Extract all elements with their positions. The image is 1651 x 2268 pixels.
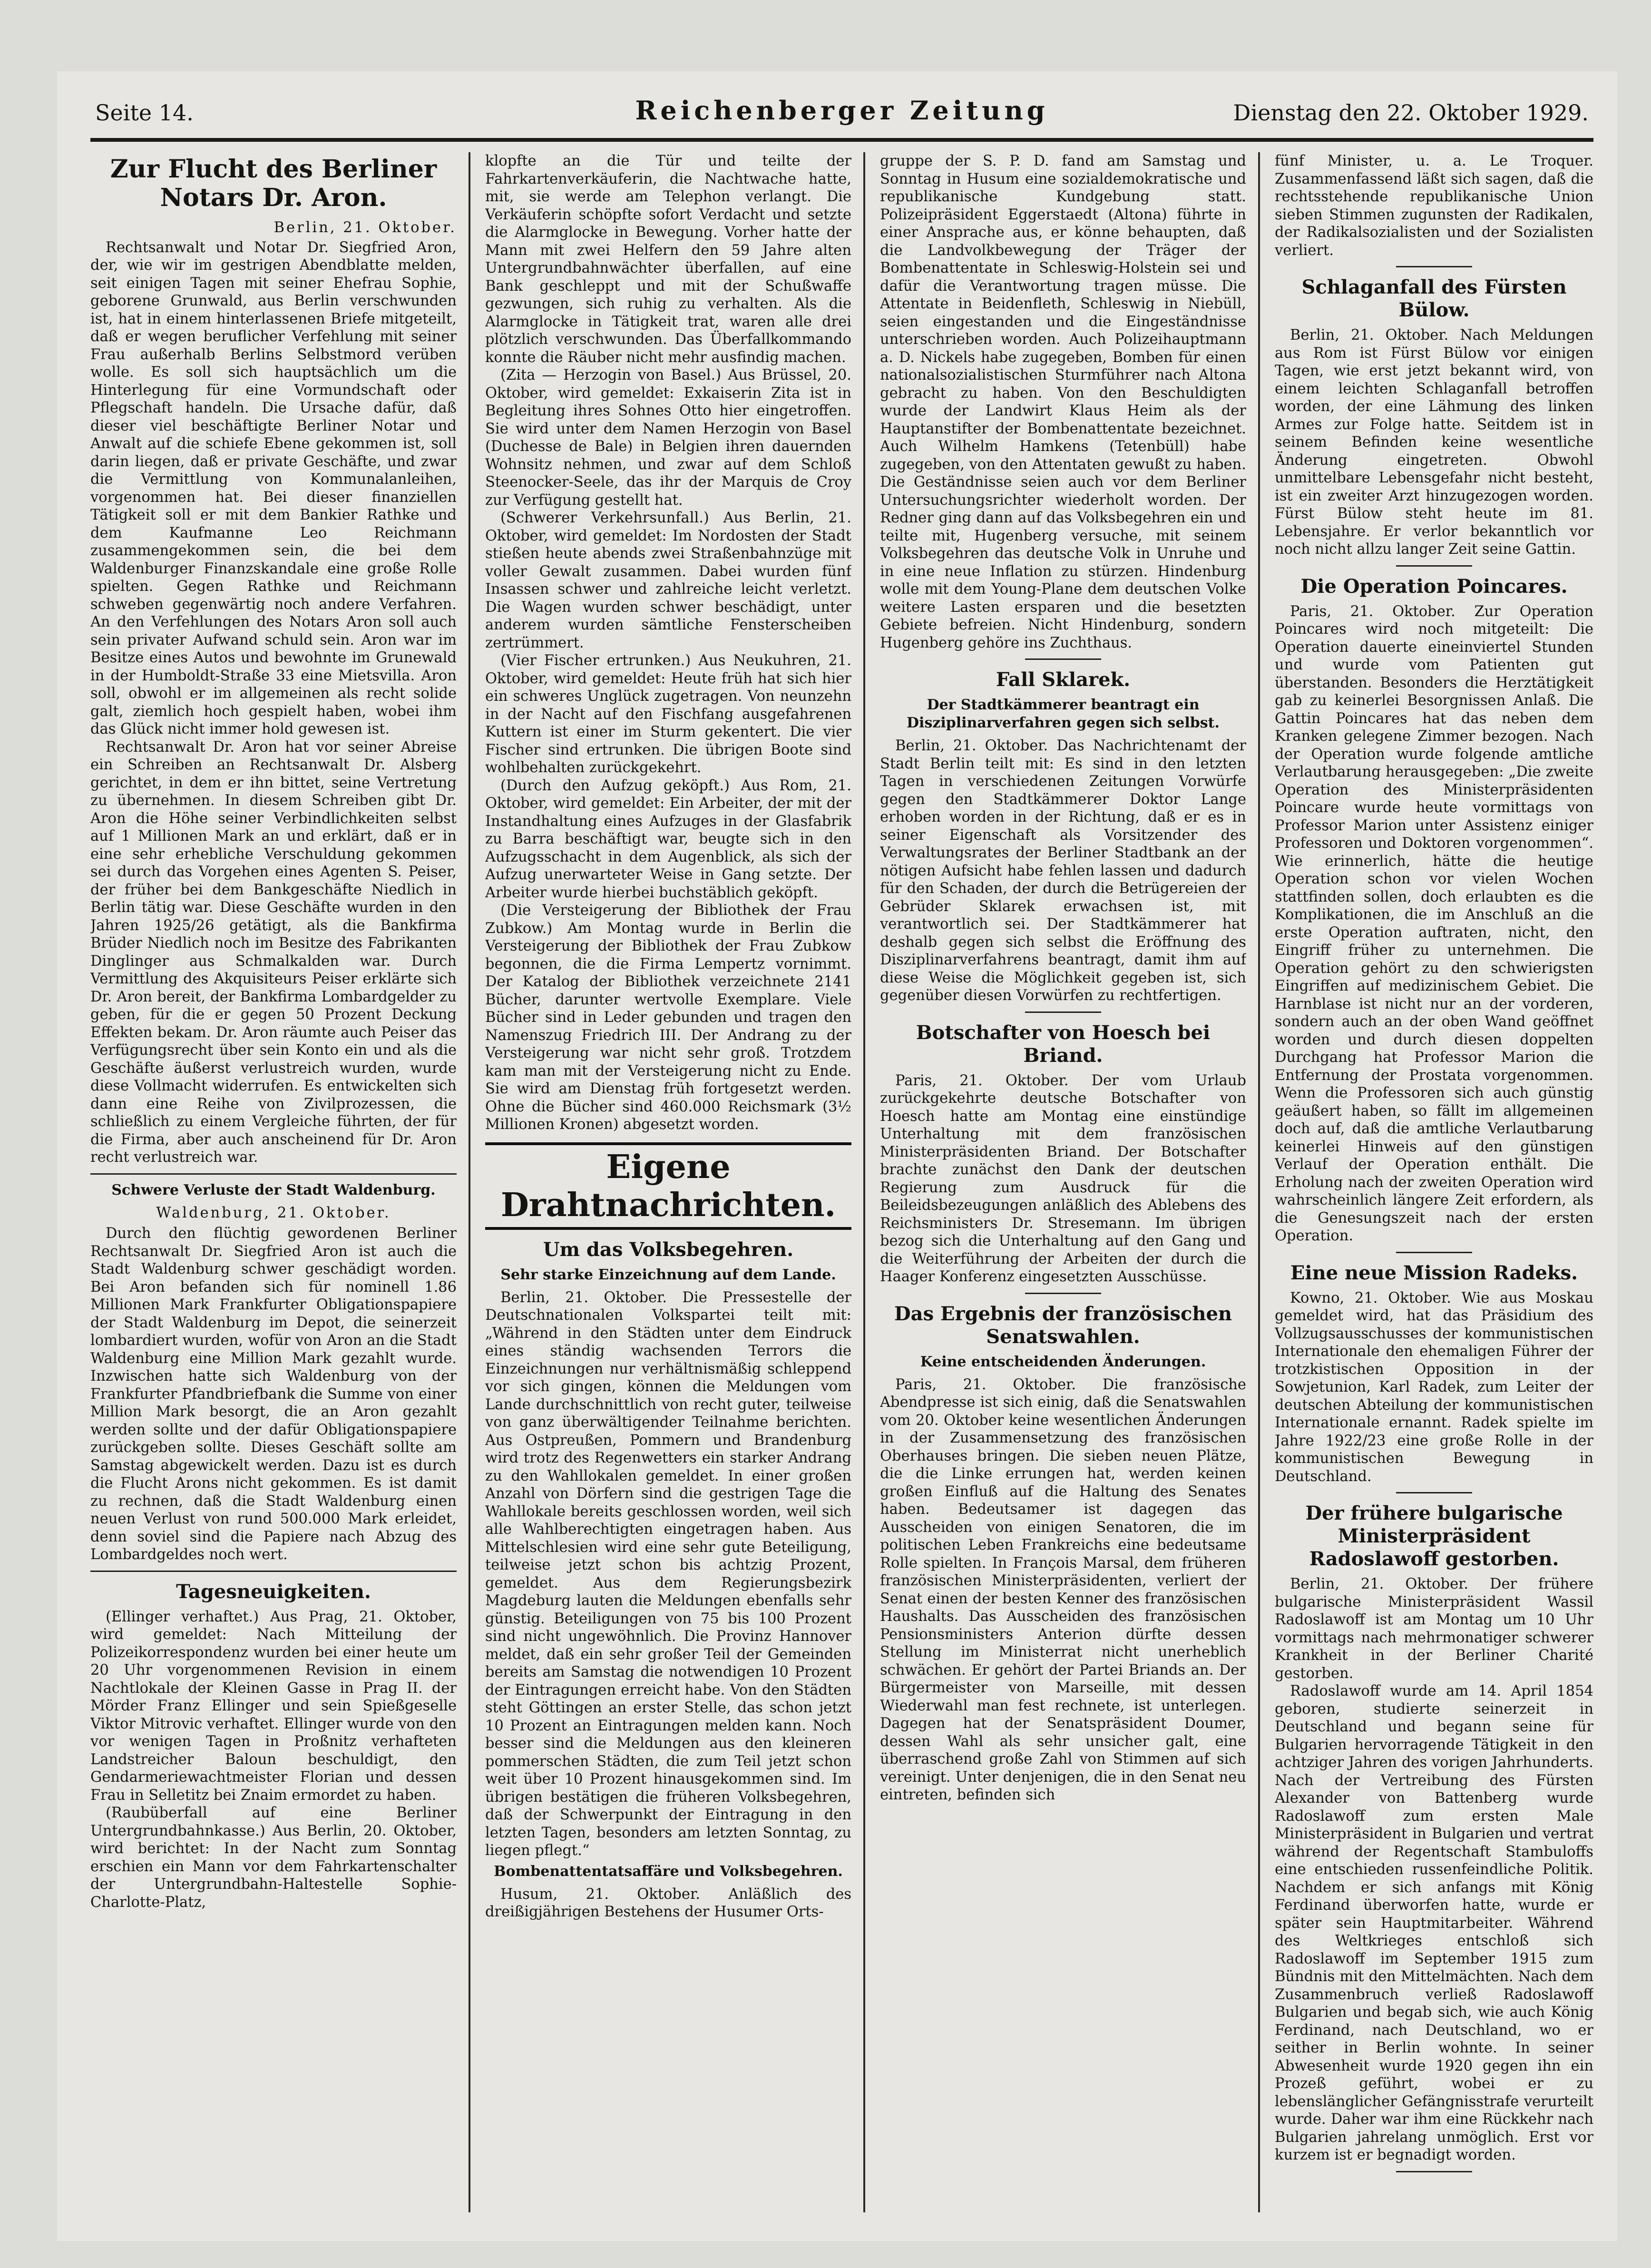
article-paragraph: Paris, 21. Oktober. Die französische Abendpresse ist sich einig, daß die Senatswahlen vom 20. Oktober keine wesentlichen Änderungen in der Zusammensetzung des französischen Oberhauses bringen. Die sieben neuen Plätze, die die Linke errungen hat, werden keinen großen Einfluß auf die Haltung des Senates haben. Bedeutsamer ist dagegen das Ausscheiden von einigen Senatoren, die im politischen Leben Frankreichs eine bedeutsame Rolle spielten. In François Marsal, dem früheren französischen Ministerpräsidenten, verliert der Senat einen der besten Kenner des französischen Haushalts. Das Ausscheiden des französischen Pensionsministers Anterion dürfte dessen Stellung im Ministerrat nicht unerheblich schwächen. Er gehört der Partei Briands an. Der Bürgermeister von Marseille, mit dessen Wiederwahl man fest rechnete, ist unterlegen. Dagegen hat der Senatspräsident Doumer, dessen Wahl als sehr unsicher galt, eine überraschend große Zahl von Stimmen auf sich vereinigt. Unter denjenigen, die in den Senat neu eintreten, befinden sich <box>880 1376 1246 1803</box>
newspaper-page <box>57 71 1617 2241</box>
article-paragraph: (Ellinger verhaftet.) Aus Prag, 21. Oktober, wird gemeldet: Nach Mitteilung der Polizeikorrespondenz wurden bei einer heute um 20 Uhr vorgenommenen Revision in einem Nachtlokale der Kleinen Gasse in Prag II. der Mörder Franz Ellinger und sein Spießgeselle Viktor Mitrovic verhaftet. Ellinger wurde von den vor wenigen Tagen in Proßnitz verhafteten Landstreicher Baloun beschuldigt, den Gendarmeriewachtmeister Florian und dessen Frau in Selletitz bei Znaim ermordet zu haben. <box>90 1608 457 1804</box>
article-paragraph: (Schwerer Verkehrsunfall.) Aus Berlin, 21. Oktober, wird gemeldet: Im Nordosten der Stadt stießen heute abends zwei Straßenbahnzüge mit voller Gewalt zusammen. Dabei wurden fünf Insassen schwer und zahlreiche leicht verletzt. Die Wagen wurden schwer beschädigt, unter anderem wurden sämtliche Fensterscheiben zertrümmert. <box>485 510 851 651</box>
article-paragraph: Berlin, 21. Oktober. Nach Meldungen aus Rom ist Fürst Bülow vor einigen Tagen, wie erst jetzt bekannt wird, von einem leichten Schlaganfall betroffen worden, der eine Lähmung des linken Armes zur Folge hatte. Seitdem ist in seinem Befinden keine wesentliche Änderung eingetreten. Obwohl unmittelbare Lebensgefahr nicht besteht, ist ein zweiter Arzt hinzugezogen worden. Fürst Bülow steht heute im 81. Lebensjahre. Er verlor bekanntlich vor noch nicht allzu langer Zeit seine Gattin. <box>1275 327 1593 558</box>
separator <box>1025 1293 1101 1294</box>
article-paragraph: (Durch den Aufzug geköpft.) Aus Rom, 21. Oktober, wird gemeldet: Ein Arbeiter, der mit der Instandhaltung eines Aufzuges in der Glasfabrik zu Barra beschäftigt war, beugte sich in den Aufzugsschacht in dem Augenblick, als sich der Aufzug unerwarteter Weise in Gang setzte. Der Arbeiter wurde hierbei buchstäblich geköpft. <box>485 777 851 901</box>
issue-date: Dienstag den 22. Oktober 1929. <box>1233 100 1589 126</box>
article-paragraph: (Vier Fischer ertrunken.) Aus Neukuhren, 21. Oktober, wird gemeldet: Heute früh hat sich hier ein schweres Unglück zugetragen. Von neunzehn in der Nacht auf den Fischfang ausgefahrenen Kuttern ist einer im Sturm gekentert. Die vier Fischer sind ertrunken. Die übrigen Boote sind wohlbehalten zurückgekehrt. <box>485 652 851 776</box>
separator <box>1025 1011 1101 1013</box>
column-4 <box>1275 152 1593 2212</box>
column-divider <box>469 152 470 2212</box>
separator <box>1396 1252 1472 1253</box>
article-subheadline: Bombenattentatsaffäre und Volksbegehren. <box>494 1863 843 1880</box>
masthead <box>95 86 1589 138</box>
article-paragraph: (Raubüberfall auf eine Berliner Untergrundbahnkasse.) Aus Berlin, 20. Oktober, wird berichtet: In der Nacht zum Sonntag erschien ein Mann vor dem Fahrkartenschalter der Untergrundbahn-Haltestelle Sophie-Charlotte-Platz, <box>90 1805 457 1911</box>
article-subheadline: Schwere Verluste der Stadt Waldenburg. <box>111 1181 436 1198</box>
article-headline: Eine neue Mission Radeks. <box>1290 1261 1578 1284</box>
article-headline: Um das Volksbegehren. <box>543 1238 794 1261</box>
article-headline: Die Operation Poincares. <box>1300 575 1568 598</box>
article-paragraph: Husum, 21. Oktober. Anläßlich des dreißigjährigen Bestehens der Husumer Orts- <box>485 1885 851 1920</box>
separator <box>90 1173 457 1175</box>
article-paragraph: Rechtsanwalt Dr. Aron hat vor seiner Abreise ein Schreiben an Rechtsanwalt Dr. Alsberg gerichtet, in dem er ihn bittet, seine Vertretung zu übernehmen. In diesem Schreiben gibt Dr. Aron die Höhe seiner Verbindlichkeiten selbst auf 1 Millionen Mark an und erklärt, daß er in eine sehr erhebliche Verschuldung gekommen sei durch das Vorgehen eines Agenten S. Peiser, der früher bei dem Bankgeschäfte Niedlich in Berlin tätig war. Diese Geschäfte wurden in den Jahren 1925/26 getätigt, als die Bankfirma Brüder Niedlich noch im Besitze des Fabrikanten Dinglinger aus Schmalkalden war. Durch Vermittlung des Akquisiteurs Peiser erklärte sich Dr. Aron bereit, der Bankfirma Lombardgelder zu geben, für die er gegen 50 Prozent Deckung Effekten bekam. Dr. Aron räumte auch Peiser das Verfügungsrecht über sein Konto ein und als die Geschäfte äußerst verlustreich wurden, wurde diese Vollmacht widerrufen. Es entwickelten sich dann eine Reihe von Zivilprozessen, die schließlich zu einem Vergleiche führten, der für die Firma, aber auch anscheinend für Dr. Aron recht verlustreich war. <box>90 738 457 1166</box>
article-paragraph: Radoslawoff wurde am 14. April 1854 geboren, studierte seinerzeit in Deutschland und begann seine für Bulgarien hervorragende Tätigkeit in den achtziger Jahren des vorigen Jahrhunderts. Nach der Vertreibung des Fürsten Alexander von Battenberg wurde Radoslawoff zum ersten Male Ministerpräsident in Bulgarien und vertrat während der Regentschaft Stambuloffs eine entschieden russenfeindliche Politik. Nachdem er sich anfangs mit König Ferdinand überworfen hatte, wurde er später sein Hauptmitarbeiter. Während des Weltkrieges entschloß sich Radoslawoff im September 1915 zum Bündnis mit den Mittelmächten. Nach dem Zusammenbruch verließ Radoslawoff Bulgarien und begab sich, wie auch König Ferdinand, nach Deutschland, wo er seither in Berlin wohnte. In seiner Abwesenheit wurde 1920 gegen ihn ein Prozeß geführt, wobei er zu lebenslänglicher Gefängnisstrafe verurteilt wurde. Daher war ihm eine Rückkehr nach Bulgarien jahrelang unmöglich. Erst vor kurzem ist er begnadigt worden. <box>1275 1683 1593 2163</box>
separator <box>1396 266 1472 267</box>
article-headline: Botschafter von Hoesch bei Briand. <box>916 1021 1211 1067</box>
article-paragraph: Paris, 21. Oktober. Zur Operation Poincares wird noch mitgeteilt: Die Operation dauerte eineinviertel Stunden und wurde vom Patienten gut überstanden. Besonders die Herztätigkeit gab zu keinerlei Besorgnissen Anlaß. Die Gattin Poincares hat das neben dem Kranken gelegene Zimmer bezogen. Nach der Operation wurde folgende amtliche Verlautbarung herausgegeben: „Die zweite Operation des Ministerpräsidenten Poincare wurde heute vormittags von Professor Marion unter Assistenz einiger Professoren und Doktoren vorgenommen“. Wie erinnerlich, hätte die heutige Operation schon vor vielen Wochen stattfinden sollen, doch erlaubten es die Komplikationen, die im Anschluß an die erste Operation auftraten, nicht, den Eingriff früher zu unternehmen. Die Operation gehört zu den schwierigsten Eingriffen auf medizinischem Gebiet. Die Harnblase ist nicht nur an der vorderen, sondern auch an der oben Wand geöffnet worden und durch diesen doppelten Durchgang hat Professor Marion die Entfernung der Prostata vorgenommen. Wenn die Professoren sich auch günstig geäußert haben, so fällt im allgemeinen doch auf, daß die amtliche Verlautbarung keinerlei Hinweis auf den günstigen Verlauf der Operation enthält. Die Erholung nach der zweiten Operation wird wahrscheinlich längere Zeit erfordern, als die Genesungszeit nach der ersten Operation. <box>1275 603 1593 1244</box>
section-banner: Eigene Drahtnachrichten. <box>485 1142 851 1230</box>
section-headline: Tagesneuigkeiten. <box>176 1580 371 1603</box>
article-headline: Das Ergebnis der französischen Senatswahlen. <box>894 1302 1232 1348</box>
article-headline: Schlaganfall des Fürsten Bülow. <box>1301 276 1567 321</box>
article-subheadline: Der Stadtkämmerer beantragt ein Disziplinarverfahren gegen sich selbst. <box>907 697 1220 731</box>
article-paragraph: klopfte an die Tür und teilte der Fahrkartenverkäuferin, die Nachtwache hatte, mit, sie werde am Telephon verlangt. Die Verkäuferin schöpfte sofort Verdacht und setzte die Alarmglocke in Bewegung. Vorher hatte der Mann mit zwei Helfern den 59 Jahre alten Untergrundbahnwächter überfallen, auf eine Bank geschleppt und mit der Schußwaffe gezwungen, sich ruhig zu verhalten. Als die Alarmglocke in Tätigkeit trat, waren alle drei plötzlich verschwunden. Das Überfallkommando konnte die Räuber nicht mehr ausfindig machen. <box>485 153 851 366</box>
column-1 <box>90 152 457 2212</box>
article-paragraph: (Die Versteigerung der Bibliothek der Frau Zubkow.) Am Montag wurde in Berlin die Versteigerung der Bibliothek der Frau Zubkow begonnen, die die Firma Lempertz vornimmt. Der Katalog der Bibliothek verzeichnete 2141 Bücher, darunter wertvolle Exemplare. Viele Bücher sind in Leder gebunden und tragen den Namenszug Friedrich III. Der Andrang zu der Versteigerung war nicht sehr groß. Trotzdem kam man mit der Versteigerung nicht zu Ende. Sie wird am Dienstag früh fortgesetzt werden. Ohne die Bücher sind 460.000 Reichsmark (3½ Millionen Kronen) abgesetzt worden. <box>485 902 851 1133</box>
newspaper-title: Reichenberger Zeitung <box>635 95 1049 126</box>
article-paragraph: (Zita — Herzogin von Basel.) Aus Brüssel, 20. Oktober, wird gemeldet: Exkaiserin Zita ist in Begleitung ihres Sohnes Otto hier eingetroffen. Sie wird unter dem Namen Herzogin von Basel (Duchesse de Bale) in Belgien ihren dauernden Wohnsitz nehmen, und zwar auf dem Schloß Steenocker-Seele, das ihr der Marquis de Croy zur Verfügung gestellt hat. <box>485 367 851 509</box>
masthead-rule <box>90 138 1593 142</box>
dateline: Waldenburg, 21. Oktober. <box>156 1204 391 1221</box>
column-divider <box>863 152 865 2212</box>
article-paragraph: Berlin, 21. Oktober. Die Pressestelle der Deutschnationalen Volkspartei teilt mit: „Während in den Städten unter dem Eindruck eines ständig wachsenden Terrors die Einzeichnungen nur verhältnismäßig schleppend vor sich gingen, können die Meldungen vom Lande durchschnittlich von recht guter, teilweise von ganz überwältigender Teilnahme berichten. Aus Ostpreußen, Pommern und Brandenburg wird trotz des Regenwetters ein starker Andrang zu den Wahllokalen gemeldet. In einer großen Anzahl von Dörfern sind die gestrigen Tage die Wahllokale bereits geschlossen worden, weil sich alle Wahlberechtigten eingetragen haben. Aus Mittelschlesien wird eine sehr gute Beteiligung, teilweise jetzt schon bis achtzig Prozent, gemeldet. Aus dem Regierungsbezirk Magdeburg lauten die Meldungen ebenfalls sehr günstig. Beteiligungen von 75 bis 100 Prozent sind nicht ungewöhnlich. Die Provinz Hannover meldet, daß ein sehr großer Teil der Gemeinden bereits am Samstag die notwendigen 10 Prozent der Eintragungen erreicht habe. Von den Städten steht Göttingen an erster Stelle, das schon jetzt 10 Prozent an Eintragungen melden kann. Noch besser sind die Meldungen aus den kleineren pommerschen Städten, die zum Teil jetzt schon weit über 10 Prozent hinausgekommen sind. Im übrigen bestätigen die früheren Volksbegehren, daß der Schwerpunkt der Eintragung in den letzten Tagen, besonders am letzten Sonntag, zu liegen pflegt.“ <box>485 1289 851 1859</box>
column-2 <box>485 152 851 2212</box>
article-subheadline: Keine entscheidenden Änderungen. <box>920 1353 1206 1370</box>
article-subheadline: Sehr starke Einzeichnung auf dem Lande. <box>500 1266 836 1283</box>
dateline: Berlin, 21. Oktober. <box>274 219 457 236</box>
article-headline: Der frühere bulgarische Ministerpräsident Radoslawoff gestorben. <box>1305 1502 1563 1570</box>
separator <box>1396 565 1472 567</box>
article-paragraph: Kowno, 21. Oktober. Wie aus Moskau gemeldet wird, hat das Präsidium des Vollzugsausschusses der kommunistischen Internationale den ehemaligen Führer der trotzkistischen Opposition in der Sowjetunion, Karl Radek, zum Leiter der deutschen Abteilung der kommunistischen Internationale ernannt. Radek spielte im Jahre 1922/23 eine große Rolle in der kommunistischen Bewegung in Deutschland. <box>1275 1289 1593 1485</box>
column-3 <box>880 152 1246 2212</box>
article-paragraph: Berlin, 21. Oktober. Der frühere bulgarische Ministerpräsident Wassil Radoslawoff ist am Montag um 10 Uhr vormittags nach mehrmonatiger schwerer Krankheit in der Berliner Charité gestorben. <box>1275 1576 1593 1682</box>
separator <box>1396 1492 1472 1493</box>
separator <box>1025 658 1101 660</box>
article-paragraph: Rechtsanwalt und Notar Dr. Siegfried Aron, der, wie wir im gestrigen Abendblatte melden, seit einigen Tagen mit seiner Ehefrau Sophie, geborene Grunwald, aus Berlin verschwunden ist, hat in einem hinterlassenen Briefe mitgeteilt, daß er wegen beruflicher Verfehlung mit seiner Frau außerhalb Berlins Selbstmord verüben wolle. Es soll sich hauptsächlich um die Hinterlegung für eine Vormundschaft oder Pflegschaft handeln. Die Ursache dafür, daß dieser viel beschäftigte Berliner Notar und Anwalt auf die schiefe Ebene gekommen ist, soll darin liegen, daß er private Geschäfte, und zwar die Vermittlung von Kommunalanleihen, vorgenommen hat. Bei dieser finanziellen Tätigkeit soll er mit dem Bankier Rathke und dem Kaufmanne Leo Reichmann zusammengekommen sein, die bei dem Waldenburger Finanzskandale eine große Rolle spielten. Gegen Rathke und Reichmann schweben gegenwärtig noch andere Verfahren. An den Verfehlungen des Notars Aron soll auch sein privater Aufwand schuld sein. Aron war im Besitze eines Autos und bewohnte im Grunewald in der Humboldt-Straße 33 eine Mietsvilla. Aron soll, obwohl er im allgemeinen als recht solide galt, ziemlich hoch gespielt haben, wobei ihm das Glück nicht immer hold gewesen ist. <box>90 239 457 737</box>
article-paragraph: Durch den flüchtig gewordenen Berliner Rechtsanwalt Dr. Siegfried Aron ist auch die Stadt Waldenburg schwer geschädigt worden. Bei Aron befanden sich für nominell 1.86 Millionen Mark Frankfurter Obligationspapiere der Stadt Waldenburg im Depot, die seinerzeit lombardiert wurden, wofür von Aron an die Stadt Waldenburg eine Million Mark gezahlt wurde. Inzwischen hatte sich Waldenburg von der Frankfurter Pfandbriefbank die Summe von einer Million Mark besorgt, die an Aron gezahlt werden sollte und der dafür Obligationspapiere zurückgeben sollte. Dieses Geschäft sollte am Samstag abgewickelt werden. Dazu ist es durch die Flucht Arons nicht gekommen. Es ist damit zu rechnen, daß die Stadt Waldenburg einen neuen Verlust von rund 500.000 Mark erleidet, denn soviel sind die Papiere nach Abzug des Lombardgeldes noch wert. <box>90 1225 457 1563</box>
article-paragraph: fünf Minister, u. a. Le Troquer. Zusammenfassend läßt sich sagen, daß die rechtsstehende republikanische Union sieben Stimmen zugunsten der Radikalen, der Radikalsozialisten und der Sozialisten verliert. <box>1275 153 1593 259</box>
article-headline: Zur Flucht des Berliner Notars Dr. Aron. <box>110 155 437 212</box>
article-headline: Fall Sklarek. <box>996 668 1131 691</box>
article-paragraph: Berlin, 21. Oktober. Das Nachrichtenamt der Stadt Berlin teilt mit: Es sind in den letzten Tagen in verschiedenen Zeitungen Vorwürfe gegen den Stadtkämmerer Doktor Lange erhoben worden in der Richtung, daß er es in seiner Eigenschaft als Vorsitzender des Verwaltungsrates der Berliner Stadtbank an der nötigen Aufsicht habe fehlen lassen und dadurch für den Schaden, der durch die Betrügereien der Gebrüder Sklarek erwachsen ist, mit verantwortlich sei. Der Stadtkämmerer hat deshalb gegen sich selbst die Eröffnung des Disziplinarverfahrens beantragt, damit ihm auf diese Weise die Möglichkeit gegeben ist, sich gegenüber diesen Vorwürfen zu rechtfertigen. <box>880 737 1246 1004</box>
column-divider <box>1258 152 1260 2212</box>
article-paragraph: gruppe der S. P. D. fand am Samstag und Sonntag in Husum eine sozialdemokratische und republikanische Kundgebung statt. Polizeipräsident Eggerstaedt (Altona) führte in einer Ansprache aus, er könne behaupten, daß die Landvolkbewegung der Träger der Bombenattentate in Schleswig-Holstein sei und dafür die Verantwortung tragen müsse. Die Attentate in Beidenfleth, Schleswig in Niebüll, seien eingestanden und die Eingeständnisse unterschrieben worden. Auch Polizeihauptmann a. D. Nickels habe zugegeben, Bomben für einen nationalsozialistischen Sturmführer nach Altona gebracht zu haben. Von den Beschuldigten wurde der Landwirt Klaus Heim als der Hauptanstifter der Bombenattentate bezeichnet. Auch Wilhelm Hamkens (Tetenbüll) habe zugegeben, von den Attentaten gewußt zu haben. Die Geständnisse seien auch vor dem Berliner Untersuchungsrichter wiederholt worden. Der Redner ging dann auf das Volksbegehren ein und teilte mit, Hugenberg versuche, mit seinem Volksbegehren das deutsche Volk in Unruhe und in eine neue Inflation zu stürzen. Hindenburg wolle mit dem Young-Plane dem deutschen Volke weitere Lasten ersparen und die besetzten Gebiete befreien. Nicht Hindenburg, sondern Hugenberg gehöre ins Zuchthaus. <box>880 153 1246 651</box>
separator <box>90 1571 457 1572</box>
article-paragraph: Paris, 21. Oktober. Der vom Urlaub zurückgekehrte deutsche Botschafter von Hoesch hatte am Montag eine einstündige Unterhaltung mit dem französischen Ministerpräsidenten Briand. Der Botschafter brachte zunächst den Dank der deutschen Regierung zum Ausdruck für die Beileidsbezeugungen anläßlich des Ablebens des Reichsministers Dr. Stresemann. Im übrigen bezog sich die Unterhaltung auf den Gang und die Weiterführung der Arbeiten der durch die Haager Konferenz eingesetzten Ausschüsse. <box>880 1072 1246 1285</box>
separator <box>1396 2171 1472 2172</box>
page-number: Seite 14. <box>95 100 194 126</box>
